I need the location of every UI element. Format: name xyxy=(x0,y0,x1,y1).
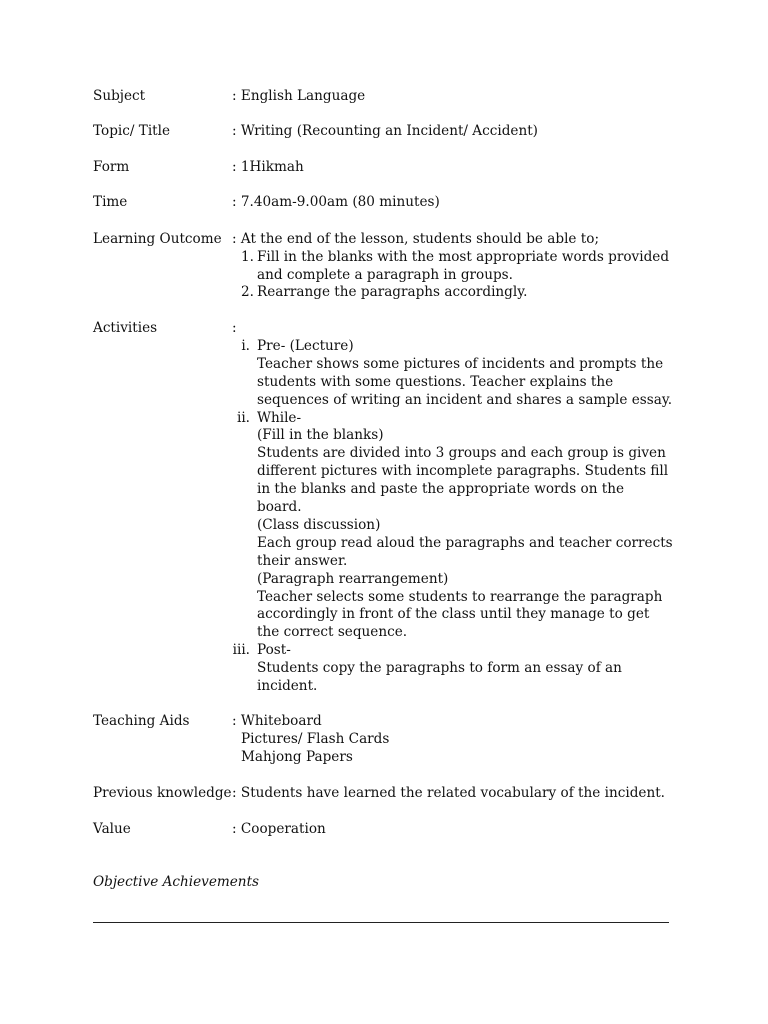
activity-line: Post- xyxy=(257,642,291,658)
activity-line: Students copy the paragraphs to form an essay of an xyxy=(257,660,622,676)
topic-label: Topic/ Title xyxy=(93,123,171,139)
outcome-item-line: Rearrange the paragraphs accordingly. xyxy=(257,284,528,300)
objective-achievements-heading: Objective Achievements xyxy=(93,874,260,890)
teaching-aids-label: Teaching Aids xyxy=(93,713,190,729)
activity-line: in the blanks and paste the appropriate words on the xyxy=(257,481,625,497)
activity-line: incident. xyxy=(257,678,318,694)
teaching-aids-value: : Whiteboard xyxy=(232,713,322,729)
activity-line: sequences of writing an incident and shares a sample essay. xyxy=(257,392,673,408)
activity-line: their answer. xyxy=(257,553,348,569)
value-value: : Cooperation xyxy=(232,821,326,837)
activity-line: board. xyxy=(257,499,302,515)
learning-outcome-value: : At the end of the lesson, students should be able to; xyxy=(232,231,600,247)
activity-line: While- xyxy=(257,410,302,426)
activity-line: Students are divided into 3 groups and each group is given xyxy=(257,445,666,461)
activity-line: Teacher shows some pictures of incidents and prompts the xyxy=(257,356,664,372)
form-value: : 1Hikmah xyxy=(232,159,304,175)
activity-item-number: iii. xyxy=(232,642,250,658)
outcome-item-line: and complete a paragraph in groups. xyxy=(257,267,513,283)
time-value: : 7.40am-9.00am (80 minutes) xyxy=(232,194,440,210)
activities-value: : xyxy=(232,320,237,336)
outcome-item-line: Fill in the blanks with the most appropriate words provided xyxy=(257,249,670,265)
teaching-aid-item: Mahjong Papers xyxy=(241,749,353,765)
activity-item-number: i. xyxy=(241,338,250,354)
form-label: Form xyxy=(93,159,130,175)
answer-line xyxy=(93,922,669,923)
learning-outcome-label: Learning Outcome xyxy=(93,231,222,247)
value-label: Value xyxy=(93,821,131,837)
activity-line: the correct sequence. xyxy=(257,624,408,640)
time-label: Time xyxy=(93,194,128,210)
activity-line: (Fill in the blanks) xyxy=(257,427,384,443)
activity-item-number: ii. xyxy=(236,410,250,426)
activity-line: Each group read aloud the paragraphs and teacher corrects xyxy=(257,535,673,551)
activity-line: students with some questions. Teacher explains the xyxy=(257,374,614,390)
teaching-aid-item: Pictures/ Flash Cards xyxy=(241,731,390,747)
activities-label: Activities xyxy=(93,320,158,336)
previous-knowledge-label: Previous knowledge xyxy=(93,785,232,801)
topic-value: : Writing (Recounting an Incident/ Accident) xyxy=(232,123,538,139)
outcome-item-number: 2. xyxy=(241,284,254,300)
subject-value: : English Language xyxy=(232,88,366,104)
activity-line: (Paragraph rearrangement) xyxy=(257,571,449,587)
activity-line: (Class discussion) xyxy=(257,517,381,533)
outcome-item-number: 1. xyxy=(241,249,254,265)
subject-label: Subject xyxy=(93,88,146,104)
previous-knowledge-value: : Students have learned the related vocabulary of the incident. xyxy=(232,785,665,801)
activity-line: different pictures with incomplete paragraphs. Students fill xyxy=(257,463,669,479)
activity-line: Teacher selects some students to rearrange the paragraph xyxy=(257,589,663,605)
activity-line: Pre- (Lecture) xyxy=(257,338,354,354)
activity-line: accordingly in front of the class until they manage to get xyxy=(257,606,650,622)
